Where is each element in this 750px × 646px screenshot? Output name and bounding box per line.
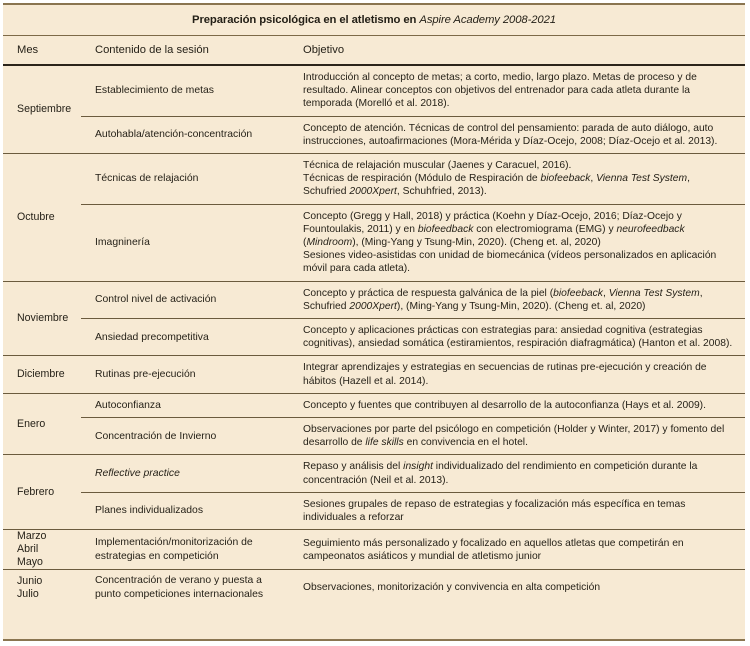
month-cell [3, 530, 81, 569]
session-row [81, 319, 745, 355]
session-row [81, 66, 745, 117]
session-content-text: Control nivel de activación [95, 294, 217, 306]
month-cell [3, 570, 81, 605]
session-content-cell [81, 570, 293, 605]
session-list [81, 66, 745, 153]
caption-italic-text: Aspire Academy 2008-2021 [419, 14, 556, 26]
table-row [3, 530, 745, 570]
session-row [81, 205, 745, 281]
session-content-text: Planes individualizados [95, 505, 204, 517]
session-objective-cell [293, 66, 745, 116]
session-objective-cell [293, 530, 745, 569]
month-label: Enero [17, 417, 46, 430]
session-objective-cell [293, 493, 745, 529]
table-rows [3, 66, 745, 639]
table-row [3, 394, 745, 456]
session-objective-cell [293, 356, 745, 392]
session-content-text: Establecimiento de metas [95, 85, 214, 97]
session-objective-text: Concepto (Gregg y Hall, 2018) y práctica (Koehn y Díaz-Ocejo, 2016; Díaz-Ocejo y Fountoulakis, 2011) y en biofeedback con electromiograma (EMG) y neurofeedback (Mindroom), (Ming-Yang y Tsung-Min, 2020). (Cheng et. al, 2020) Sesiones video-asistidas con unidad de biomecánica (vídeos personalizados en aplicación móvil para cada atleta). [303, 210, 717, 275]
session-list [81, 356, 745, 392]
month-cell [3, 394, 81, 455]
month-cell [3, 154, 81, 281]
session-content-cell [81, 493, 293, 529]
session-objective-cell [293, 154, 745, 204]
table-caption [3, 5, 745, 36]
session-content-text: Concentración de verano y puesta a punto competiciones internacionales [95, 575, 264, 600]
session-content-text: Técnicas de relajación [95, 173, 199, 185]
session-content-text: Reflective practice [95, 467, 180, 479]
session-objective-text: Repaso y análisis del insight individualizado del rendimiento en competición durante la concentración (Neil et al. 2013). [303, 461, 698, 486]
month-cell [3, 66, 81, 153]
table-column-header [3, 36, 745, 66]
session-list [81, 154, 745, 281]
session-objective-cell [293, 455, 745, 491]
month-label: Septiembre [17, 103, 72, 115]
session-row [81, 570, 745, 605]
session-objective-cell [293, 117, 745, 153]
session-content-cell [81, 66, 293, 116]
session-content-cell [81, 282, 293, 318]
session-row [81, 418, 745, 454]
session-row [81, 117, 745, 153]
month-label: Mayo [17, 556, 43, 569]
session-objective-text: Sesiones grupales de repaso de estrategias y focalización más específica en temas individuales a reforzar [303, 498, 686, 524]
session-row [81, 493, 745, 529]
session-objective-text: Introducción al concepto de metas; a corto, medio, largo plazo. Metas de proceso y de resultado. Alinear conceptos con objetivos del entrenador para cada atleta durante la temporada (Morelló et al. 2018). [303, 72, 697, 110]
session-objective-cell [293, 394, 745, 417]
month-label: Abril [17, 543, 39, 556]
column-header-contenido: Contenido de la sesión [95, 44, 209, 56]
session-row [81, 356, 745, 392]
session-list [81, 455, 745, 529]
session-objective-text: Concepto y aplicaciones prácticas con estrategias para: ansiedad cognitiva (estrategias cognitivas), ansiedad somática (estiramientos, respiración diafragmática) (Hanton et al. 2008). [303, 325, 733, 350]
session-objective-cell [293, 282, 745, 318]
month-cell [3, 282, 81, 356]
session-objective-text: Observaciones por parte del psicólogo en competición (Holder y Winter, 2017) y fomento del desarrollo de life skills en convivencia en el hotel. [303, 424, 725, 449]
session-content-text: Autoconfianza [95, 399, 161, 411]
column-header-mes: Mes [17, 44, 39, 56]
session-objective-text: Concepto y práctica de respuesta galvánica de la piel (biofeeback, Vienna Test System, Schufried 2000Xpert), (Ming-Yang y Tsung-Min, 2020). (Cheng et. al, 2020) [303, 287, 703, 312]
session-objective-text: Integrar aprendizajes y estrategias en secuencias de rutinas pre-ejecución y creación de hábitos (Hazell et al. 2014). [303, 362, 707, 387]
session-content-text: Autohabla/atención-concentración [95, 129, 253, 141]
table-caption-text [192, 14, 556, 26]
session-content-cell [81, 205, 293, 281]
column-header-objetivo: Objetivo [303, 44, 345, 56]
month-label: Diciembre [17, 368, 65, 381]
month-label: Junio [17, 574, 43, 587]
session-content-cell [81, 530, 293, 569]
month-label: Febrero [17, 485, 55, 498]
session-content-cell [81, 394, 293, 417]
session-row [81, 530, 745, 569]
session-content-text: Implementación/monitorización de estrategias en competición [95, 537, 253, 562]
session-objective-text: Técnica de relajación muscular (Jaenes y Caracuel, 2016). Técnicas de respiración (Módulo de Respiración de biofeeback, Vienna Test System, Schufried 2000Xpert, Schuhfried, 2013). [303, 160, 690, 198]
session-objective-cell [293, 319, 745, 355]
session-objective-text: Concepto de atención. Técnicas de control del pensamiento: parada de auto diálogo, auto instrucciones, autoafirmaciones (Mora-Mérida y Díaz-Ocejo, 2008; Díaz-Ocejo et al. 2013). [303, 122, 718, 147]
session-row [81, 282, 745, 319]
month-label: Noviembre [17, 312, 69, 325]
table-row [3, 282, 745, 357]
session-objective-cell [293, 205, 745, 281]
session-content-cell [81, 418, 293, 454]
psychological-preparation-table [3, 3, 745, 641]
month-label: Marzo [17, 530, 47, 543]
session-content-cell [81, 455, 293, 491]
month-cell [3, 455, 81, 529]
session-objective-cell [293, 418, 745, 454]
month-cell [3, 356, 81, 392]
table-row [3, 66, 745, 154]
table-row [3, 570, 745, 605]
session-row [81, 394, 745, 418]
table-row [3, 356, 745, 393]
session-content-cell [81, 356, 293, 392]
session-content-text: Rutinas pre-ejecución [95, 368, 196, 380]
table-row [3, 455, 745, 530]
session-objective-text: Concepto y fuentes que contribuyen al desarrollo de la autoconfianza (Hays et al. 2009). [303, 399, 706, 411]
month-label: Octubre [17, 210, 55, 223]
session-row [81, 154, 745, 205]
session-content-text: Ansiedad precompetitiva [95, 331, 209, 343]
session-content-text: Imagninería [95, 236, 150, 248]
session-objective-cell [293, 570, 745, 605]
session-objective-text: Observaciones, monitorización y convivencia en alta competición [303, 582, 601, 594]
session-list [81, 394, 745, 455]
session-list [81, 282, 745, 356]
session-objective-text: Seguimiento más personalizado y focalizado en aquellos atletas que competirán en campeonatos asiáticos y mundial de atletismo junior [303, 537, 684, 562]
session-content-cell [81, 117, 293, 153]
month-label: Julio [17, 587, 39, 600]
session-list [81, 530, 745, 569]
session-content-cell [81, 319, 293, 355]
session-row [81, 455, 745, 492]
session-content-cell [81, 154, 293, 204]
session-content-text: Concentración de Invierno [95, 430, 217, 442]
session-list [81, 570, 745, 605]
table-row [3, 154, 745, 282]
caption-main-text: Preparación psicológica en el atletismo en [192, 14, 420, 26]
